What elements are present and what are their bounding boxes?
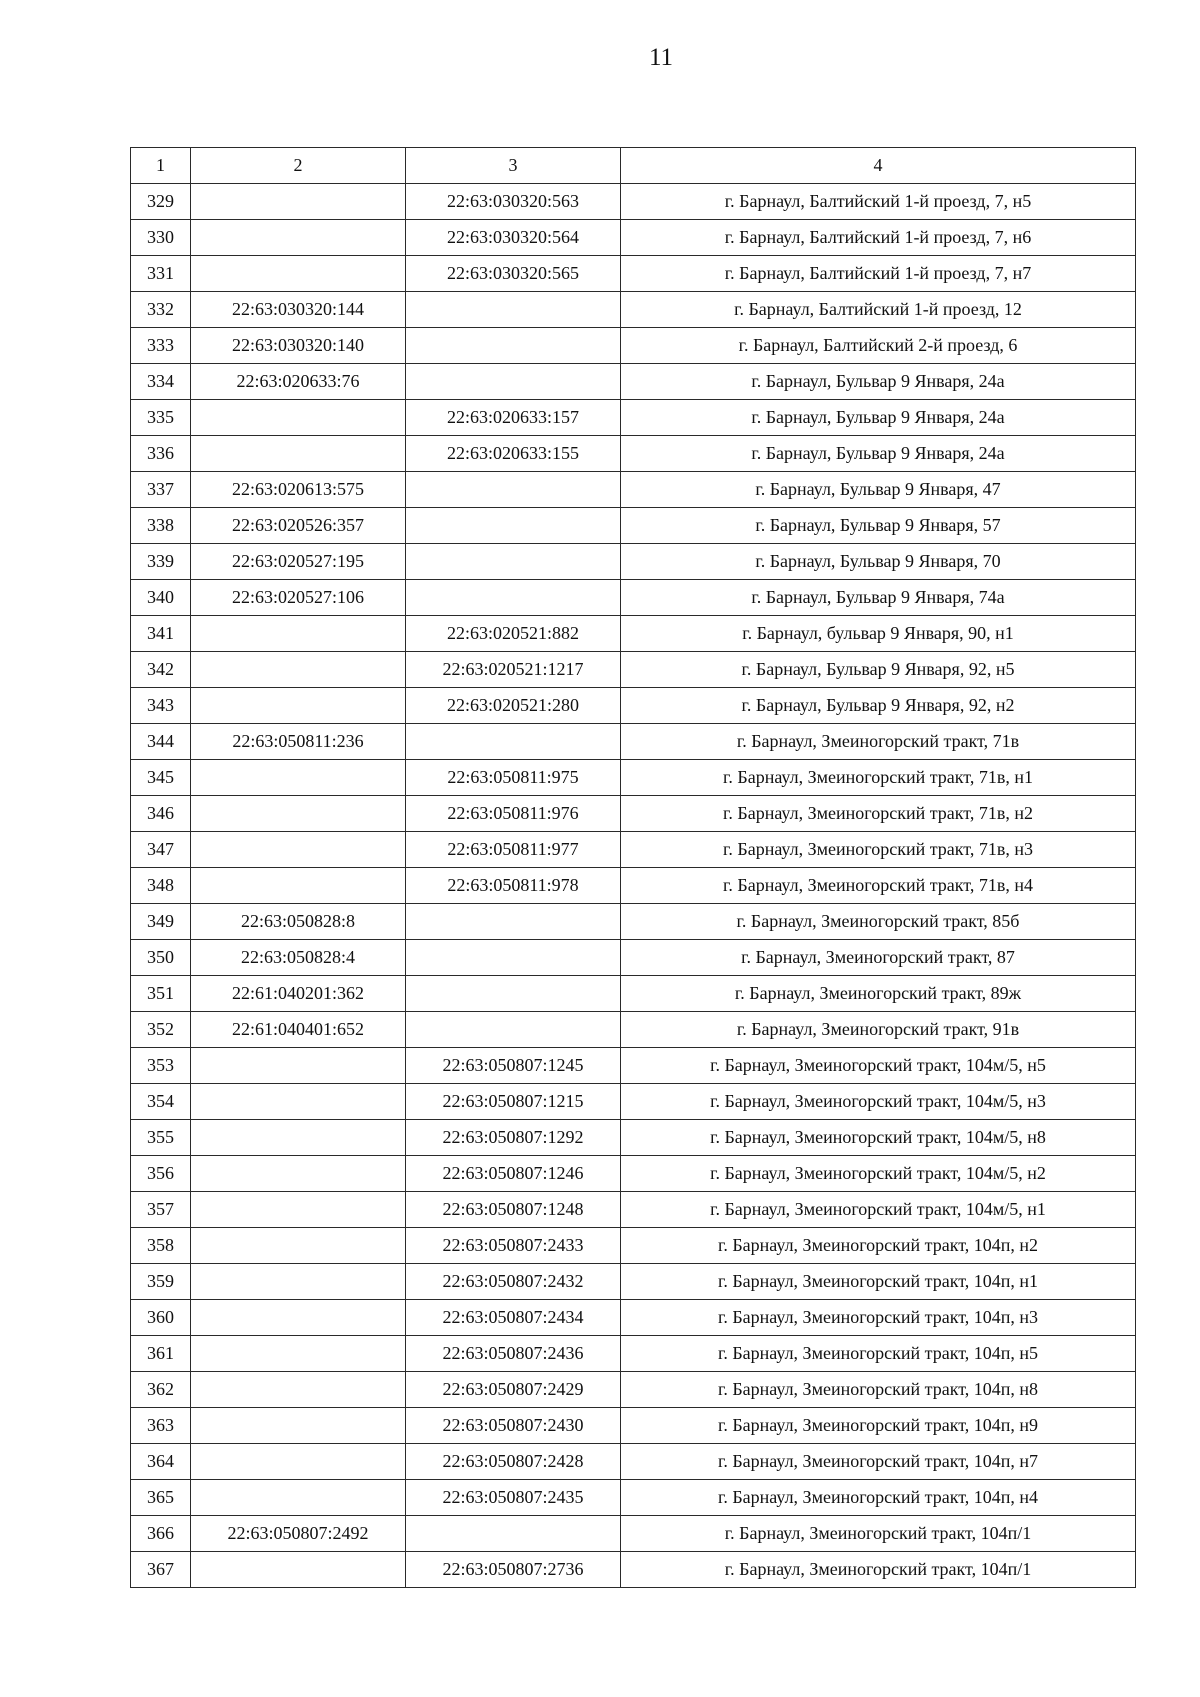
table-row xyxy=(131,1444,1136,1480)
parcel-number-cell: 22:63:050828:4 xyxy=(191,940,406,976)
table-row xyxy=(131,1012,1136,1048)
table-row xyxy=(131,472,1136,508)
object-number-cell xyxy=(406,292,621,328)
address-cell: г. Барнаул, Бульвар 9 Января, 47 xyxy=(621,472,1136,508)
row-number-cell: 343 xyxy=(131,688,191,724)
row-number-cell: 364 xyxy=(131,1444,191,1480)
address-cell: г. Барнаул, Бульвар 9 Января, 74а xyxy=(621,580,1136,616)
row-number-cell: 336 xyxy=(131,436,191,472)
address-cell: г. Барнаул, Змеиногорский тракт, 104м/5, н5 xyxy=(621,1048,1136,1084)
parcel-number-cell: 22:63:020633:76 xyxy=(191,364,406,400)
header-cell-3: 3 xyxy=(406,148,621,184)
address-cell: г. Барнаул, Бульвар 9 Января, 24а xyxy=(621,400,1136,436)
table-row xyxy=(131,1300,1136,1336)
row-number-cell: 341 xyxy=(131,616,191,652)
table-row xyxy=(131,652,1136,688)
table-row xyxy=(131,1156,1136,1192)
table-row xyxy=(131,1084,1136,1120)
parcel-number-cell xyxy=(191,1084,406,1120)
parcel-number-cell xyxy=(191,1228,406,1264)
object-number-cell: 22:63:050807:2736 xyxy=(406,1552,621,1588)
object-number-cell: 22:63:050811:976 xyxy=(406,796,621,832)
object-number-cell: 22:63:050807:1292 xyxy=(406,1120,621,1156)
parcel-number-cell: 22:63:020527:106 xyxy=(191,580,406,616)
object-number-cell: 22:63:030320:563 xyxy=(406,184,621,220)
row-number-cell: 339 xyxy=(131,544,191,580)
row-number-cell: 356 xyxy=(131,1156,191,1192)
row-number-cell: 351 xyxy=(131,976,191,1012)
table-row xyxy=(131,220,1136,256)
object-number-cell xyxy=(406,904,621,940)
table-body xyxy=(131,184,1136,1588)
object-number-cell xyxy=(406,328,621,364)
parcel-number-cell: 22:63:020527:195 xyxy=(191,544,406,580)
row-number-cell: 332 xyxy=(131,292,191,328)
parcel-number-cell xyxy=(191,688,406,724)
address-cell: г. Барнаул, Змеиногорский тракт, 104п, н9 xyxy=(621,1408,1136,1444)
address-cell: г. Барнаул, Змеиногорский тракт, 104п, н8 xyxy=(621,1372,1136,1408)
table-row xyxy=(131,508,1136,544)
row-number-cell: 335 xyxy=(131,400,191,436)
row-number-cell: 337 xyxy=(131,472,191,508)
object-number-cell: 22:63:050807:2436 xyxy=(406,1336,621,1372)
object-number-cell: 22:63:050807:2434 xyxy=(406,1300,621,1336)
row-number-cell: 333 xyxy=(131,328,191,364)
address-cell: г. Барнаул, Змеиногорский тракт, 89ж xyxy=(621,976,1136,1012)
object-number-cell: 22:63:050811:978 xyxy=(406,868,621,904)
table-row xyxy=(131,184,1136,220)
parcel-number-cell: 22:63:050828:8 xyxy=(191,904,406,940)
parcel-number-cell: 22:63:050811:236 xyxy=(191,724,406,760)
table-row xyxy=(131,1228,1136,1264)
row-number-cell: 349 xyxy=(131,904,191,940)
object-number-cell: 22:63:050807:1215 xyxy=(406,1084,621,1120)
row-number-cell: 362 xyxy=(131,1372,191,1408)
address-cell: г. Барнаул, Балтийский 1-й проезд, 7, н7 xyxy=(621,256,1136,292)
parcel-number-cell xyxy=(191,1372,406,1408)
row-number-cell: 363 xyxy=(131,1408,191,1444)
table-row xyxy=(131,1264,1136,1300)
page-number: 11 xyxy=(648,44,674,71)
table-row xyxy=(131,796,1136,832)
parcel-number-cell xyxy=(191,1156,406,1192)
address-cell: г. Барнаул, Змеиногорский тракт, 71в, н4 xyxy=(621,868,1136,904)
row-number-cell: 365 xyxy=(131,1480,191,1516)
parcel-number-cell xyxy=(191,256,406,292)
address-cell: г. Барнаул, Змеиногорский тракт, 104п, н7 xyxy=(621,1444,1136,1480)
address-cell: г. Барнаул, Змеиногорский тракт, 104п, н5 xyxy=(621,1336,1136,1372)
table-row xyxy=(131,976,1136,1012)
row-number-cell: 355 xyxy=(131,1120,191,1156)
row-number-cell: 347 xyxy=(131,832,191,868)
address-cell: г. Барнаул, Бульвар 9 Января, 92, н2 xyxy=(621,688,1136,724)
table-row xyxy=(131,1120,1136,1156)
table-row xyxy=(131,364,1136,400)
object-number-cell xyxy=(406,508,621,544)
parcel-number-cell xyxy=(191,1264,406,1300)
row-number-cell: 367 xyxy=(131,1552,191,1588)
object-number-cell xyxy=(406,940,621,976)
table-header xyxy=(131,148,1136,184)
address-cell: г. Барнаул, Змеиногорский тракт, 87 xyxy=(621,940,1136,976)
row-number-cell: 360 xyxy=(131,1300,191,1336)
object-number-cell: 22:63:020521:1217 xyxy=(406,652,621,688)
object-number-cell: 22:63:030320:565 xyxy=(406,256,621,292)
object-number-cell xyxy=(406,1516,621,1552)
object-number-cell: 22:63:050807:2433 xyxy=(406,1228,621,1264)
table-row xyxy=(131,292,1136,328)
address-cell: г. Барнаул, Бульвар 9 Января, 92, н5 xyxy=(621,652,1136,688)
object-number-cell: 22:63:050807:1248 xyxy=(406,1192,621,1228)
parcel-number-cell xyxy=(191,1444,406,1480)
object-number-cell: 22:63:020633:157 xyxy=(406,400,621,436)
parcel-number-cell xyxy=(191,220,406,256)
address-cell: г. Барнаул, Бульвар 9 Января, 57 xyxy=(621,508,1136,544)
table-row xyxy=(131,1048,1136,1084)
row-number-cell: 353 xyxy=(131,1048,191,1084)
row-number-cell: 348 xyxy=(131,868,191,904)
row-number-cell: 352 xyxy=(131,1012,191,1048)
table-row xyxy=(131,544,1136,580)
object-number-cell: 22:63:050807:2430 xyxy=(406,1408,621,1444)
table-row xyxy=(131,1408,1136,1444)
address-cell: г. Барнаул, Змеиногорский тракт, 104м/5, н2 xyxy=(621,1156,1136,1192)
address-cell: г. Барнаул, Змеиногорский тракт, 104м/5, н3 xyxy=(621,1084,1136,1120)
table-row xyxy=(131,760,1136,796)
object-number-cell xyxy=(406,544,621,580)
table-row xyxy=(131,400,1136,436)
parcel-number-cell xyxy=(191,1048,406,1084)
object-number-cell xyxy=(406,364,621,400)
parcel-number-cell xyxy=(191,436,406,472)
row-number-cell: 354 xyxy=(131,1084,191,1120)
object-number-cell: 22:63:050807:2429 xyxy=(406,1372,621,1408)
parcel-number-cell xyxy=(191,1552,406,1588)
row-number-cell: 329 xyxy=(131,184,191,220)
table-row xyxy=(131,436,1136,472)
row-number-cell: 346 xyxy=(131,796,191,832)
header-cell-4: 4 xyxy=(621,148,1136,184)
table-row xyxy=(131,868,1136,904)
parcel-number-cell: 22:63:030320:144 xyxy=(191,292,406,328)
row-number-cell: 342 xyxy=(131,652,191,688)
parcel-number-cell xyxy=(191,400,406,436)
object-number-cell: 22:63:050807:1246 xyxy=(406,1156,621,1192)
parcel-number-cell xyxy=(191,832,406,868)
table-row xyxy=(131,1192,1136,1228)
address-cell: г. Барнаул, Змеиногорский тракт, 104п/1 xyxy=(621,1516,1136,1552)
address-cell: г. Барнаул, Бульвар 9 Января, 24а xyxy=(621,436,1136,472)
address-cell: г. Барнаул, Змеиногорский тракт, 104п, н4 xyxy=(621,1480,1136,1516)
parcel-number-cell xyxy=(191,1300,406,1336)
table-row xyxy=(131,1516,1136,1552)
table-row xyxy=(131,1336,1136,1372)
address-cell: г. Барнаул, Бульвар 9 Января, 24а xyxy=(621,364,1136,400)
object-number-cell: 22:63:020633:155 xyxy=(406,436,621,472)
object-number-cell: 22:63:050807:1245 xyxy=(406,1048,621,1084)
address-cell: г. Барнаул, Змеиногорский тракт, 104п, н2 xyxy=(621,1228,1136,1264)
row-number-cell: 340 xyxy=(131,580,191,616)
object-number-cell xyxy=(406,976,621,1012)
parcel-number-cell xyxy=(191,184,406,220)
address-cell: г. Барнаул, Балтийский 1-й проезд, 7, н6 xyxy=(621,220,1136,256)
object-number-cell: 22:63:050811:975 xyxy=(406,760,621,796)
row-number-cell: 338 xyxy=(131,508,191,544)
row-number-cell: 330 xyxy=(131,220,191,256)
row-number-cell: 361 xyxy=(131,1336,191,1372)
table-row xyxy=(131,940,1136,976)
parcel-number-cell: 22:63:050807:2492 xyxy=(191,1516,406,1552)
row-number-cell: 358 xyxy=(131,1228,191,1264)
row-number-cell: 350 xyxy=(131,940,191,976)
parcel-number-cell xyxy=(191,1408,406,1444)
parcel-number-cell xyxy=(191,868,406,904)
row-number-cell: 334 xyxy=(131,364,191,400)
parcel-number-cell xyxy=(191,616,406,652)
address-cell: г. Барнаул, Змеиногорский тракт, 104п, н3 xyxy=(621,1300,1136,1336)
address-cell: г. Барнаул, Змеиногорский тракт, 91в xyxy=(621,1012,1136,1048)
table-row xyxy=(131,1552,1136,1588)
address-cell: г. Барнаул, Балтийский 1-й проезд, 7, н5 xyxy=(621,184,1136,220)
parcel-number-cell xyxy=(191,1336,406,1372)
parcel-number-cell xyxy=(191,1192,406,1228)
table-row xyxy=(131,616,1136,652)
row-number-cell: 344 xyxy=(131,724,191,760)
object-number-cell: 22:63:020521:882 xyxy=(406,616,621,652)
table-row xyxy=(131,328,1136,364)
address-cell: г. Барнаул, Змеиногорский тракт, 71в, н3 xyxy=(621,832,1136,868)
table-row xyxy=(131,832,1136,868)
parcel-number-cell: 22:63:020613:575 xyxy=(191,472,406,508)
row-number-cell: 366 xyxy=(131,1516,191,1552)
parcel-number-cell xyxy=(191,1480,406,1516)
object-number-cell: 22:63:050811:977 xyxy=(406,832,621,868)
object-number-cell xyxy=(406,724,621,760)
table-row xyxy=(131,1372,1136,1408)
parcel-number-cell: 22:63:020526:357 xyxy=(191,508,406,544)
address-cell: г. Барнаул, Змеиногорский тракт, 104п, н1 xyxy=(621,1264,1136,1300)
header-cell-2: 2 xyxy=(191,148,406,184)
object-number-cell: 22:63:030320:564 xyxy=(406,220,621,256)
address-cell: г. Барнаул, Змеиногорский тракт, 104м/5, н1 xyxy=(621,1192,1136,1228)
table-row xyxy=(131,256,1136,292)
row-number-cell: 357 xyxy=(131,1192,191,1228)
parcel-number-cell: 22:61:040401:652 xyxy=(191,1012,406,1048)
object-number-cell xyxy=(406,472,621,508)
address-cell: г. Барнаул, Балтийский 2-й проезд, 6 xyxy=(621,328,1136,364)
parcel-number-cell xyxy=(191,796,406,832)
object-number-cell: 22:63:050807:2432 xyxy=(406,1264,621,1300)
address-cell: г. Барнаул, Змеиногорский тракт, 71в, н1 xyxy=(621,760,1136,796)
table-row xyxy=(131,580,1136,616)
address-cell: г. Барнаул, Балтийский 1-й проезд, 12 xyxy=(621,292,1136,328)
address-cell: г. Барнаул, Бульвар 9 Января, 70 xyxy=(621,544,1136,580)
object-number-cell: 22:63:020521:280 xyxy=(406,688,621,724)
address-cell: г. Барнаул, Змеиногорский тракт, 71в xyxy=(621,724,1136,760)
table-row xyxy=(131,688,1136,724)
row-number-cell: 331 xyxy=(131,256,191,292)
parcel-number-cell xyxy=(191,652,406,688)
row-number-cell: 359 xyxy=(131,1264,191,1300)
object-number-cell: 22:63:050807:2435 xyxy=(406,1480,621,1516)
parcel-number-cell: 22:63:030320:140 xyxy=(191,328,406,364)
address-cell: г. Барнаул, Змеиногорский тракт, 104п/1 xyxy=(621,1552,1136,1588)
parcel-number-cell: 22:61:040201:362 xyxy=(191,976,406,1012)
object-number-cell xyxy=(406,1012,621,1048)
table-row xyxy=(131,904,1136,940)
address-cell: г. Барнаул, Змеиногорский тракт, 71в, н2 xyxy=(621,796,1136,832)
row-number-cell: 345 xyxy=(131,760,191,796)
property-table xyxy=(130,147,1136,1588)
address-cell: г. Барнаул, бульвар 9 Января, 90, н1 xyxy=(621,616,1136,652)
object-number-cell: 22:63:050807:2428 xyxy=(406,1444,621,1480)
address-cell: г. Барнаул, Змеиногорский тракт, 85б xyxy=(621,904,1136,940)
table-row xyxy=(131,1480,1136,1516)
parcel-number-cell xyxy=(191,760,406,796)
parcel-number-cell xyxy=(191,1120,406,1156)
object-number-cell xyxy=(406,580,621,616)
header-cell-1: 1 xyxy=(131,148,191,184)
table-row xyxy=(131,724,1136,760)
header-row xyxy=(131,148,1136,184)
address-cell: г. Барнаул, Змеиногорский тракт, 104м/5, н8 xyxy=(621,1120,1136,1156)
